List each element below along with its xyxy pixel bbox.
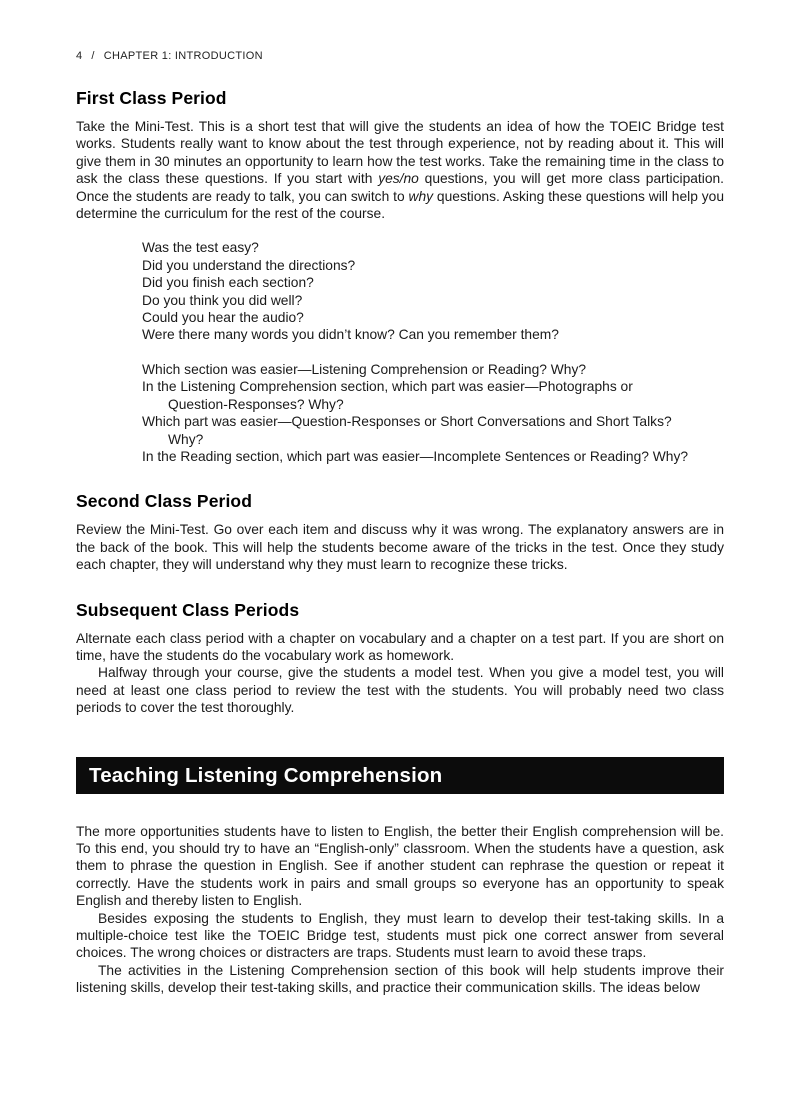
subsequent-paragraph-1: Alternate each class period with a chapter on vocabulary and a chapter on a test part. If you are short on time, have the students do the vocabulary work as homework. bbox=[76, 630, 724, 663]
question-item: Was the test easy? bbox=[142, 240, 259, 256]
question-item bbox=[142, 413, 724, 448]
question-item: Did you understand the directions? bbox=[142, 257, 356, 273]
question-item: Which section was easier—Listening Comprehension or Reading? Why? bbox=[142, 361, 587, 377]
intro-italic-yes-no: yes/no bbox=[378, 171, 419, 187]
section-first-class-period bbox=[76, 88, 724, 465]
chapter-title: CHAPTER 1: INTRODUCTION bbox=[103, 50, 263, 62]
question-line-2: Why? bbox=[168, 431, 204, 447]
teaching-paragraph-2: Besides exposing the students to English, they must learn to develop their test-taking skills. In a multiple-choice test like the TOEIC Bridge test, students must pick one correct answer from several choices. The wrong choices or distracters are traps. Students must learn to avoid these traps. bbox=[76, 910, 724, 961]
question-item: Were there many words you didn’t know? Can you remember them? bbox=[142, 327, 559, 343]
section-subsequent-class-periods bbox=[76, 600, 724, 717]
heading-first-class-period: First Class Period bbox=[76, 88, 227, 108]
intro-italic-why: why bbox=[408, 188, 434, 204]
question-line-1: In the Listening Comprehension section, which part was easier—Photographs or bbox=[142, 379, 633, 395]
question-item: Do you think you did well? bbox=[142, 292, 303, 308]
subsequent-paragraph-2: Halfway through your course, give the students a model test. When you give a model test, you will need at least one class period to review the test with the students. You will probably need two class periods to cover the test thoroughly. bbox=[76, 665, 724, 716]
question-list-1 bbox=[142, 239, 724, 343]
teaching-paragraph-3: The activities in the Listening Comprehension section of this book will help students improve their listening skills, develop their test-taking skills, and practice their communication skills. The ideas below bbox=[76, 962, 724, 996]
intro-text-3: questions. Asking these questions will help you determine the curriculum for the rest of the course. bbox=[76, 188, 724, 222]
section-teaching-listening-comprehension bbox=[76, 757, 724, 997]
question-item bbox=[142, 378, 724, 413]
question-item: Could you hear the audio? bbox=[142, 310, 304, 326]
page-number: 4 bbox=[76, 50, 83, 62]
second-class-paragraph: Review the Mini-Test. Go over each item and discuss why it was wrong. The explanatory answers are in the back of the book. This will help the students become aware of the tricks in the test. Once they study each chapter, they will understand why they must learn to recognize these tricks. bbox=[76, 522, 724, 573]
section-second-class-period bbox=[76, 491, 724, 573]
intro-text-1: Take the Mini-Test. This is a short test that will give the students an idea of how the TOEIC Bridge test works. Students really want to know about the test through experience, not by reading about it. This will give them in 30 minutes an opportunity to learn how the test works. Take the remaining time in the class to ask the class these questions. If you start with bbox=[76, 119, 724, 187]
question-item: In the Reading section, which part was easier—Incomplete Sentences or Reading? Why? bbox=[142, 448, 689, 464]
teaching-banner bbox=[76, 757, 724, 794]
question-line-1: Which part was easier—Question-Responses or Short Conversations and Short Talks? bbox=[142, 414, 672, 430]
header-separator: / bbox=[91, 50, 95, 62]
question-list-2 bbox=[142, 361, 724, 465]
question-line-2: Question-Responses? Why? bbox=[168, 396, 344, 412]
question-item: Did you finish each section? bbox=[142, 275, 314, 291]
banner-title: Teaching Listening Comprehension bbox=[89, 763, 443, 787]
heading-subsequent-class-periods: Subsequent Class Periods bbox=[76, 599, 300, 620]
first-class-intro-paragraph bbox=[76, 118, 724, 222]
running-head bbox=[76, 50, 724, 62]
intro-text-2: questions, you will get more class participation. Once the students are ready to talk, you can switch to bbox=[76, 171, 724, 204]
teaching-paragraph-1: The more opportunities students have to listen to English, the better their English comprehension will be. To this end, you should try to have an “English-only” classroom. When the students have a question, ask them to phrase the question in English. See if another student can rephrase the question or repeat it correctly. Have the students work in pairs and small groups so everyone has an opportunity to speak English and thereby listen to English. bbox=[76, 823, 724, 909]
heading-second-class-period: Second Class Period bbox=[76, 491, 252, 512]
